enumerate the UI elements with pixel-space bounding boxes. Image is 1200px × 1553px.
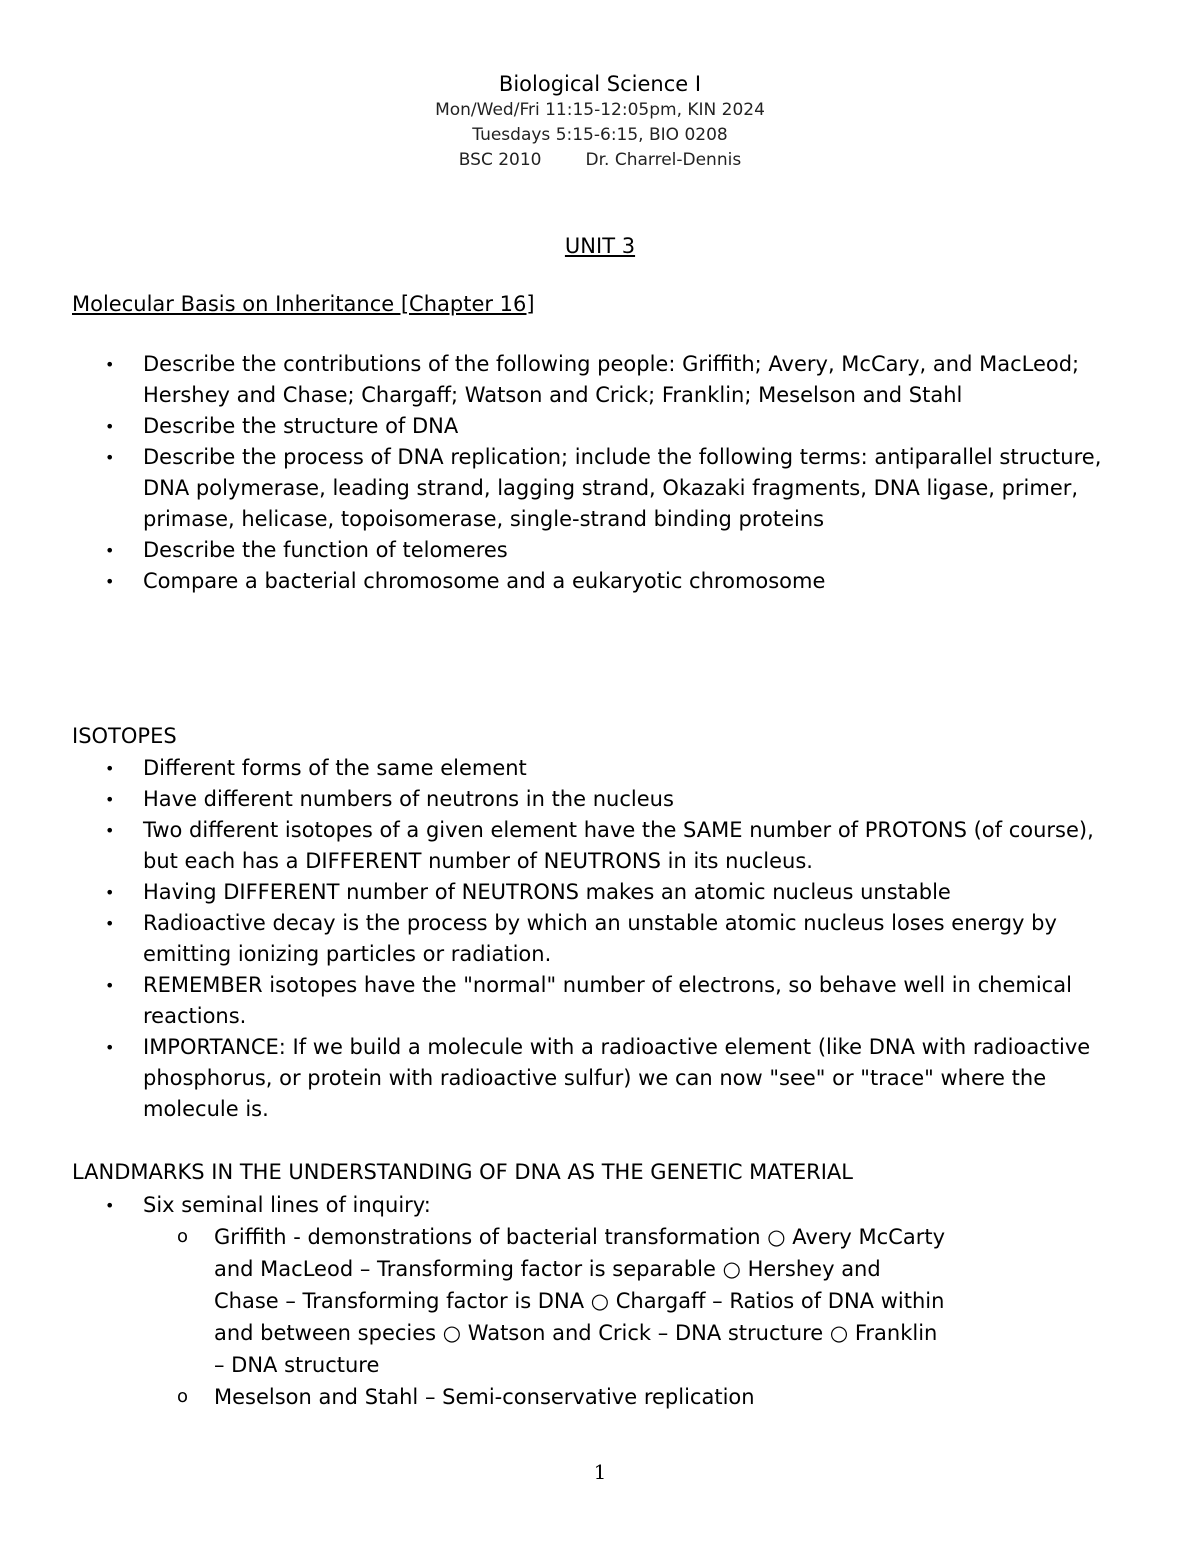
bullet-icon: •	[105, 914, 115, 933]
course-title: Biological Science I	[498, 72, 702, 96]
list-item: • Have different numbers of neutrons in the nucleus	[0, 784, 1200, 815]
list-item: • Describe the structure of DNA	[0, 411, 1200, 442]
class-schedule: Mon/Wed/Fri 11:15-12:05pm, KIN 2024	[435, 100, 765, 120]
section-heading-isotopes: ISOTOPES	[72, 724, 177, 748]
list-item: • Radioactive decay is the process by which an unstable atomic nucleus loses energy by emitting ionizing particles or radiation.	[0, 908, 1200, 970]
list-item: • Two different isotopes of a given element have the SAME number of PROTONS (of course), but each has a DIFFERENT number of NEUTRONS in its nucleus.	[0, 815, 1200, 877]
list-item: • REMEMBER isotopes have the "normal" number of electrons, so behave well in chemical reactions.	[0, 970, 1200, 1032]
bullet-icon: •	[105, 821, 115, 840]
list-item: • Having DIFFERENT number of NEUTRONS makes an atomic nucleus unstable	[0, 877, 1200, 908]
landmarks-list	[0, 1190, 1200, 1413]
bullet-icon: •	[105, 572, 115, 591]
section-heading-molecular-basis: Molecular Basis on Inheritance [Chapter 16]	[72, 292, 535, 316]
sub-list-item: o Meselson and Stahl – Semi-conservative replication	[143, 1381, 1120, 1413]
bullet-icon: •	[105, 759, 115, 778]
lab-schedule: Tuesdays 5:15-6:15, BIO 0208	[472, 125, 728, 145]
list-item: • Six seminal lines of inquiry: o Griffith - demonstrations of bacterial transformation ○ Avery McCarty and MacLeod – Transforming factor is separable ○ Hershey and Chase – Transforming factor is DNA ○ Chargaff – Ratios of DNA within and between species ○ Watson and Crick – DNA structure ○ Franklin – DNA structure o Meselson and Stahl – Semi-conservative replication	[0, 1190, 1200, 1413]
isotopes-list	[0, 753, 1200, 1125]
course-info	[0, 148, 1200, 173]
list-item: • Describe the function of telomeres	[0, 535, 1200, 566]
sub-list-item: o Griffith - demonstrations of bacterial transformation ○ Avery McCarty and MacLeod – Transforming factor is separable ○ Hershey and Chase – Transforming factor is DNA ○ Chargaff – Ratios of DNA within and between species ○ Watson and Crick – DNA structure ○ Franklin – DNA structure	[143, 1221, 1120, 1381]
bullet-icon: •	[105, 417, 115, 436]
sub-bullet-icon: o	[177, 1386, 189, 1407]
document-header	[0, 70, 1200, 173]
page-number: 1	[593, 1460, 607, 1484]
bullet-icon: •	[105, 1196, 115, 1215]
unit-heading: UNIT 3	[564, 234, 636, 258]
list-item: • Compare a bacterial chromosome and a eukaryotic chromosome	[0, 566, 1200, 597]
list-item: • Describe the contributions of the following people: Griffith; Avery, McCary, and MacLeod; Hershey and Chase; Chargaff; Watson and Crick; Franklin; Meselson and Stahl	[0, 349, 1200, 411]
molecular-basis-list	[0, 349, 1200, 597]
bullet-icon: •	[105, 790, 115, 809]
bullet-icon: •	[105, 883, 115, 902]
bullet-icon: •	[105, 1038, 115, 1057]
bullet-icon: •	[105, 355, 115, 374]
list-item: • IMPORTANCE: If we build a molecule with a radioactive element (like DNA with radioactive phosphorus, or protein with radioactive sulfur) we can now "see" or "trace" where the molecule is.	[0, 1032, 1200, 1125]
instructor-name: Dr. Charrel-Dennis	[585, 150, 742, 170]
sub-bullet-icon: o	[177, 1226, 189, 1247]
section-heading-landmarks: LANDMARKS IN THE UNDERSTANDING OF DNA AS THE GENETIC MATERIAL	[72, 1160, 853, 1184]
bullet-icon: •	[105, 448, 115, 467]
list-item: • Different forms of the same element	[0, 753, 1200, 784]
landmarks-sub-list	[143, 1221, 1120, 1413]
list-item: • Describe the process of DNA replication; include the following terms: antiparallel structure, DNA polymerase, leading strand, lagging strand, Okazaki fragments, DNA ligase, primer, primase, helicase, topoisomerase, single-strand binding proteins	[0, 442, 1200, 535]
bullet-icon: •	[105, 541, 115, 560]
course-code: BSC 2010	[458, 150, 542, 170]
bullet-icon: •	[105, 976, 115, 995]
